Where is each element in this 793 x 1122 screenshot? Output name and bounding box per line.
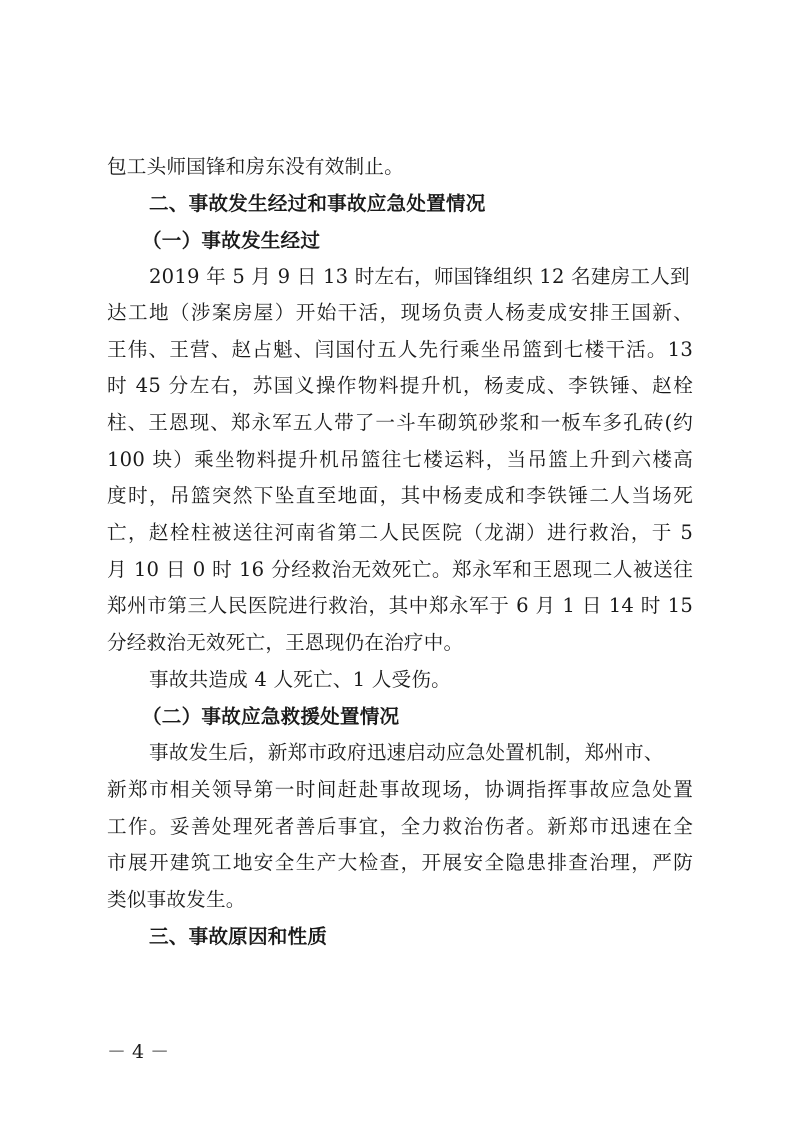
- paragraph-line: 柱、王恩现、郑永军五人带了一斗车砌筑砂浆和一板车多孔砖(约: [107, 411, 693, 434]
- paragraph-line: 100 块）乘坐物料提升机吊篮往七楼运料，当吊篮上升到六楼高: [107, 448, 693, 471]
- subsection-heading: （一）事故发生经过: [142, 229, 321, 252]
- paragraph-line: 类似事故发生。: [107, 888, 246, 911]
- paragraph-line: 月 10 日 0 时 16 分经救治无效死亡。郑永军和王恩现二人被送往: [107, 558, 693, 581]
- section-heading: 二、事故发生经过和事故应急处置情况: [149, 192, 486, 215]
- paragraph-line: 分经救治无效死亡，王恩现仍在治疗中。: [107, 631, 464, 654]
- paragraph-line: 郑州市第三人民医院进行救治，其中郑永军于 6 月 1 日 14 时 15: [107, 594, 693, 617]
- paragraph-line: 达工地（涉案房屋）开始干活，现场负责人杨麦成安排王国新、: [107, 301, 693, 324]
- paragraph-line: 时 45 分左右，苏国义操作物料提升机，杨麦成、李铁锤、赵栓: [107, 374, 693, 397]
- paragraph-line: 工作。妥善处理死者善后事宜，全力救治伤者。新郑市迅速在全: [107, 815, 693, 838]
- paragraph-line: 亡，赵栓柱被送往河南省第二人民医院（龙湖）进行救治，于 5: [107, 521, 693, 544]
- paragraph-line: 2019 年 5 月 9 日 13 时左右，师国锋组织 12 名建房工人到: [149, 265, 690, 288]
- paragraph-line: 包工头师国锋和房东没有效制止。: [107, 155, 404, 178]
- paragraph-line: 事故共造成 4 人死亡、1 人受伤。: [149, 668, 451, 691]
- paragraph-line: 新郑市相关领导第一时间赶赴事故现场，协调指挥事故应急处置: [107, 778, 693, 801]
- paragraph-line: 市展开建筑工地安全生产大检查，开展安全隐患排查治理，严防: [107, 851, 693, 874]
- section-heading: 三、事故原因和性质: [149, 925, 328, 948]
- subsection-heading: （二）事故应急救援处置情况: [142, 705, 400, 728]
- paragraph-line: 王伟、王营、赵占魁、闫国付五人先行乘坐吊篮到七楼干活。13: [107, 338, 693, 361]
- paragraph-line: 事故发生后，新郑市政府迅速启动应急处置机制，郑州市、: [149, 741, 664, 764]
- page-number: － 4 －: [107, 1041, 170, 1063]
- paragraph-line: 度时，吊篮突然下坠直至地面，其中杨麦成和李铁锤二人当场死: [107, 484, 693, 507]
